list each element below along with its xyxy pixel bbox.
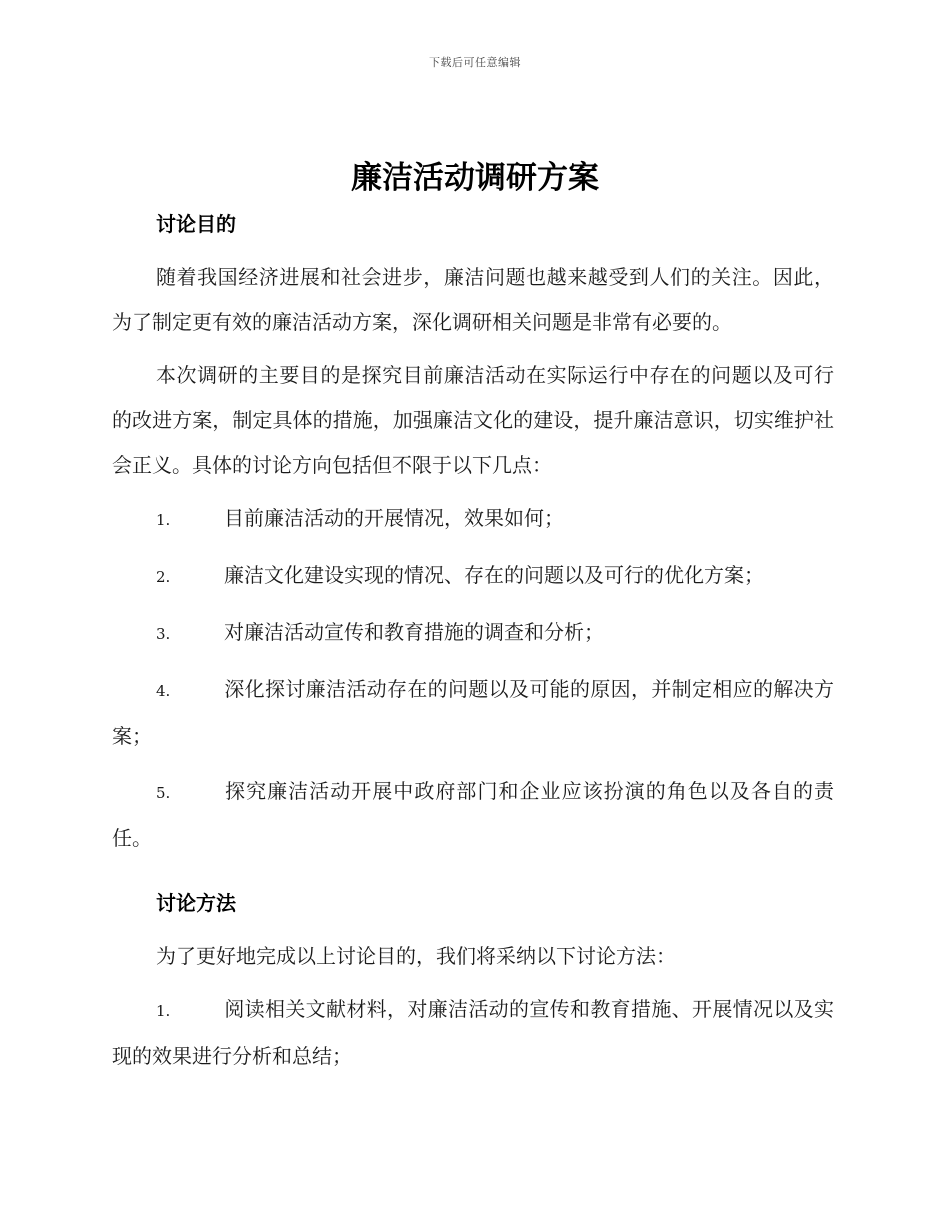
paragraph: 随着我国经济进展和社会进步，廉洁问题也越来越受到人们的关注。因此，为了制定更有效的廉洁活动方案，深化调研相关问题是非常有必要的。 [112, 265, 834, 334]
paragraph: 为了更好地完成以上讨论目的，我们将采纳以下讨论方法： [156, 944, 676, 968]
list-text: 探究廉洁活动开展中政府部门和企业应该扮演的角色以及各自的责任。 [112, 779, 834, 850]
list-text: 深化探讨廉洁活动存在的问题以及可能的原因，并制定相应的解决方案； [112, 677, 834, 748]
list-item [112, 667, 834, 759]
list-text: 廉洁文化建设实现的情况、存在的问题以及可行的优化方案； [224, 563, 764, 587]
list-text: 对廉洁活动宣传和教育措施的调查和分析； [224, 620, 604, 644]
section-heading-method: 讨论方法 [156, 891, 236, 915]
list-number: 4. [156, 682, 171, 700]
list-item [112, 496, 834, 543]
document-title: 廉洁活动调研方案 [351, 160, 599, 196]
list-item [112, 553, 834, 600]
header-note: 下载后可任意编辑 [429, 56, 521, 69]
list-number: 2. [156, 568, 171, 586]
list-text: 阅读相关文献材料，对廉洁活动的宣传和教育措施、开展情况以及实现的效果进行分析和总结； [112, 997, 834, 1068]
list-item [112, 987, 834, 1079]
list-item [112, 769, 834, 861]
list-number: 1. [156, 1002, 171, 1020]
list-number: 3. [156, 625, 171, 643]
list-text: 目前廉洁活动的开展情况，效果如何； [224, 506, 564, 530]
document-body [112, 202, 834, 1089]
list-number: 1. [156, 511, 171, 529]
list-number: 5. [156, 784, 171, 802]
list-item [112, 610, 834, 657]
paragraph: 本次调研的主要目的是探究目前廉洁活动在实际运行中存在的问题以及可行的改进方案，制定具体的措施，加强廉洁文化的建设，提升廉洁意识，切实维护社会正义。具体的讨论方向包括但不限于以下几点： [112, 363, 834, 477]
section-heading-purpose: 讨论目的 [156, 212, 236, 236]
